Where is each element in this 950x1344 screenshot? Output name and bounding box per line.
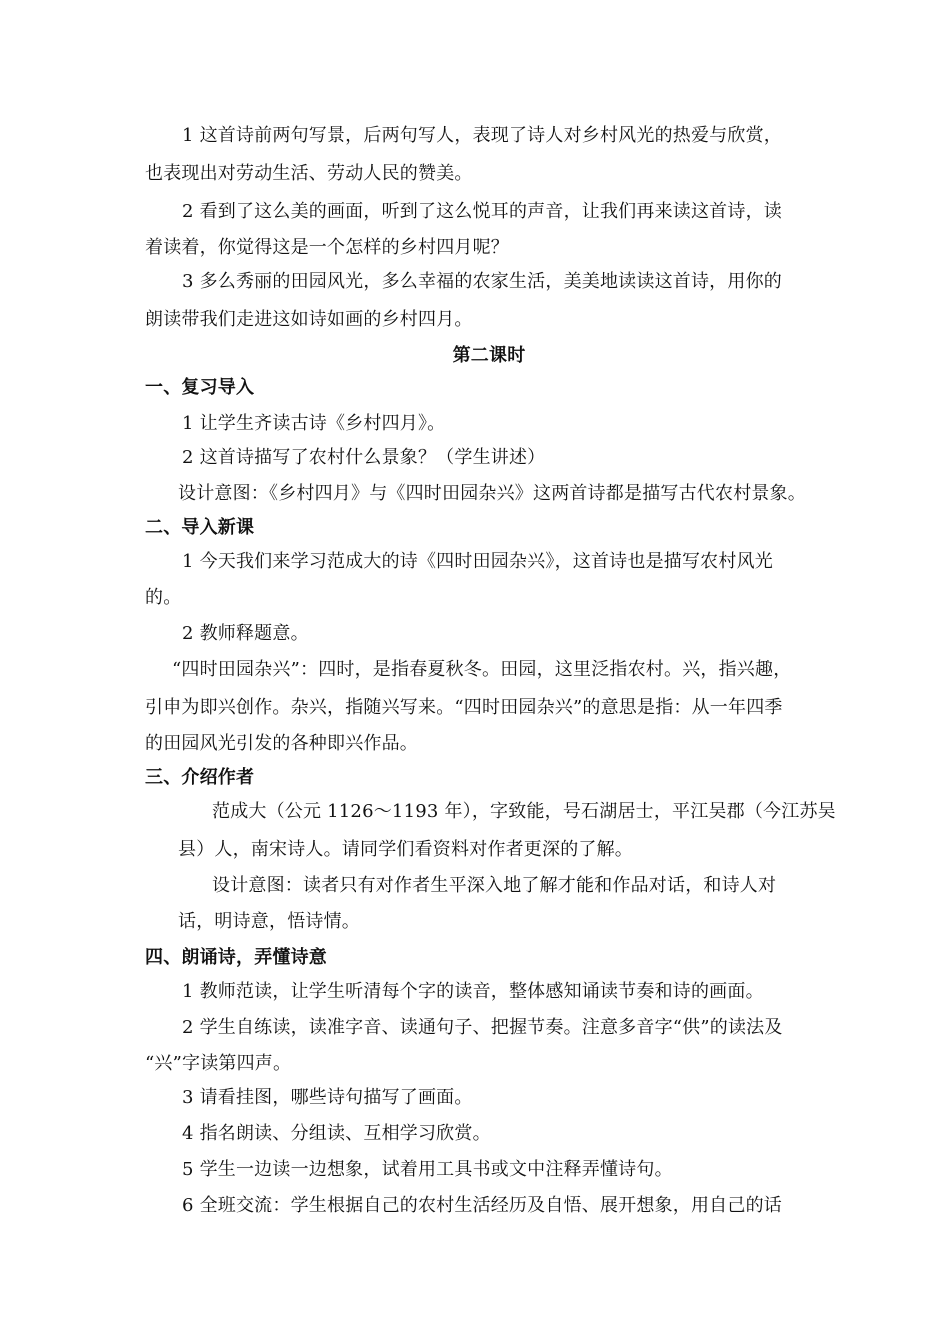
author-bio: 范成大（公元 1126～1193 年），字致能，号石湖居士，平江吴郡（今江苏吴 <box>212 801 836 822</box>
section-heading-review: 一、复习导入 <box>145 377 255 398</box>
list-item: 1 教师范读，让学生听清每个字的读音，整体感知诵读节奏和诗的画面。 <box>182 981 764 1002</box>
section-heading-author: 三、介绍作者 <box>145 767 255 788</box>
author-bio: 县）人，南宋诗人。请同学们看资料对作者更深的了解。 <box>178 839 633 860</box>
design-intent: 设计意图：读者只有对作者生平深入地了解才能和作品对话，和诗人对 <box>212 875 777 896</box>
lesson-title: 第二课时 <box>452 345 526 366</box>
list-item: 3 请看挂图，哪些诗句描写了画面。 <box>182 1087 473 1108</box>
paragraph-line: 3 多么秀丽的田园风光，多么幸福的农家生活，美美地读读这首诗，用你的 <box>182 271 782 292</box>
paragraph-line: 也表现出对劳动生活、劳动人民的赞美。 <box>145 163 473 184</box>
list-item: 1 今天我们来学习范成大的诗《四时田园杂兴》，这首诗也是描写农村风光 <box>182 551 773 572</box>
paragraph-line: 1 这首诗前两句写景，后两句写人，表现了诗人对乡村风光的热爱与欣赏， <box>182 125 782 146</box>
list-item-continued: 的。 <box>145 587 182 608</box>
paragraph-line: 着读着，你觉得这是一个怎样的乡村四月呢？ <box>145 237 509 258</box>
list-item: 6 全班交流：学生根据自己的农村生活经历及自悟、展开想象，用自己的话 <box>182 1195 782 1216</box>
list-item: 2 学生自练读，读准字音、读通句子、把握节奏。注意多音字“供”的读法及 <box>182 1017 783 1038</box>
title-explanation: 引申为即兴创作。杂兴，指随兴写来。“四时田园杂兴”的意思是指：从一年四季 <box>145 697 783 718</box>
title-explanation: “四时田园杂兴”：四时，是指春夏秋冬。田园，这里泛指农村。兴，指兴趣， <box>172 659 792 680</box>
title-explanation: 的田园风光引发的各种即兴作品。 <box>145 733 418 754</box>
list-item: 2 这首诗描写了农村什么景象？（学生讲述） <box>182 447 546 468</box>
list-item: 5 学生一边读一边想象，试着用工具书或文中注释弄懂诗句。 <box>182 1159 673 1180</box>
list-item: 4 指名朗读、分组读、互相学习欣赏。 <box>182 1123 491 1144</box>
list-item: 2 教师释题意。 <box>182 623 309 644</box>
list-item-continued: “兴”字读第四声。 <box>145 1053 292 1074</box>
list-item: 1 让学生齐读古诗《乡村四月》。 <box>182 413 446 434</box>
design-intent: 话，明诗意，悟诗情。 <box>178 911 360 932</box>
design-intent: 设计意图：《乡村四月》与《四时田园杂兴》这两首诗都是描写古代农村景象。 <box>178 483 806 504</box>
paragraph-line: 朗读带我们走进这如诗如画的乡村四月。 <box>145 309 473 330</box>
section-heading-recite: 四、朗诵诗，弄懂诗意 <box>145 947 327 968</box>
section-heading-intro: 二、导入新课 <box>145 517 255 538</box>
paragraph-line: 2 看到了这么美的画面，听到了这么悦耳的声音，让我们再来读这首诗，读 <box>182 201 782 222</box>
